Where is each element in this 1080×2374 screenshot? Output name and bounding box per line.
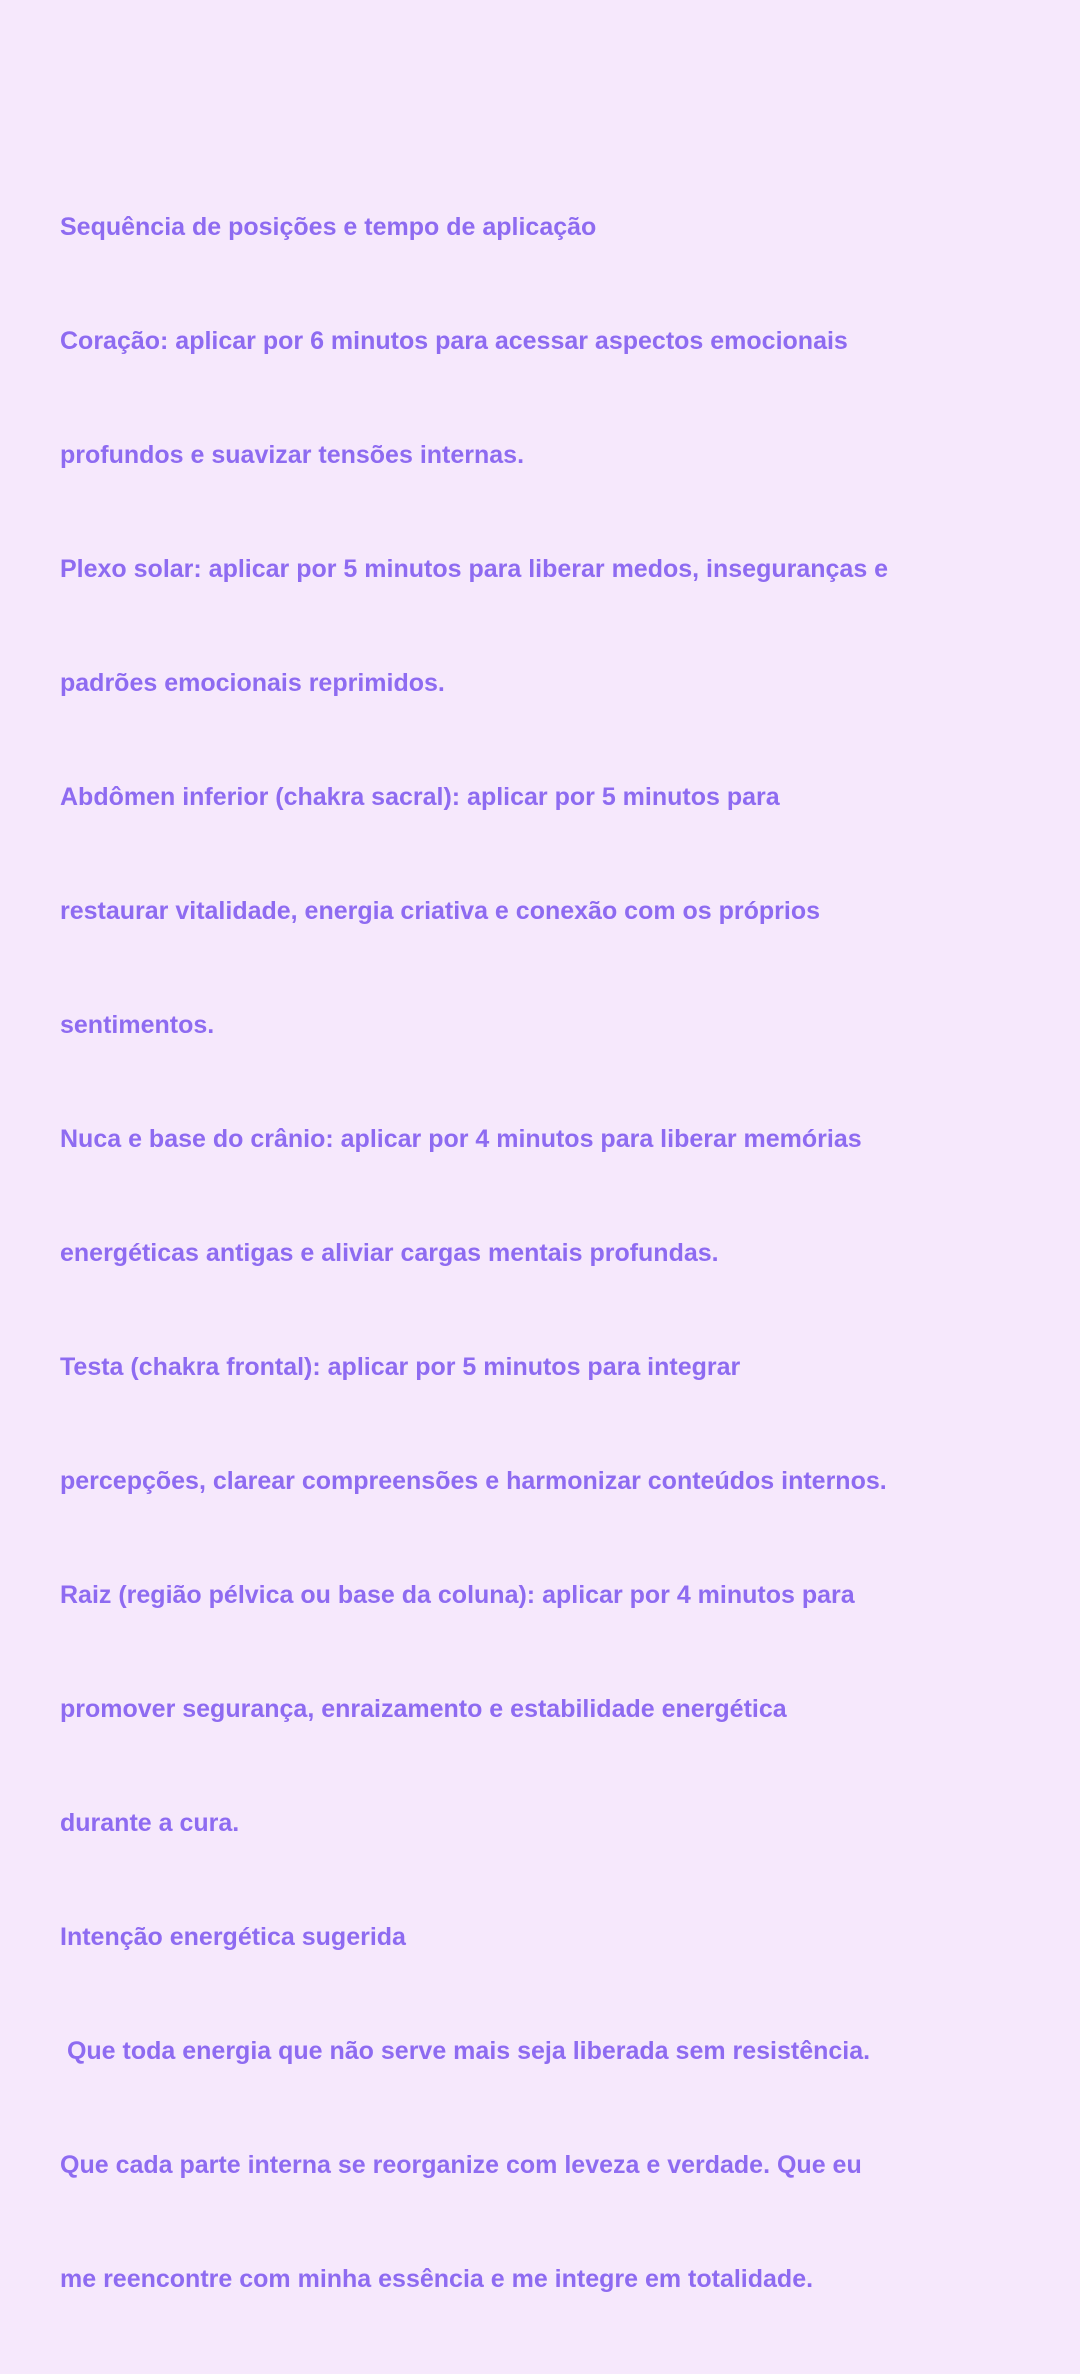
text-line: energéticas antigas e aliviar cargas mentais profundas. (60, 1239, 719, 1267)
text-line: sentimentos. (60, 1011, 215, 1039)
section-title-sequence: Sequência de posições e tempo de aplicação (60, 213, 597, 241)
text-line: Que cada parte interna se reorganize com leveza e verdade. Que eu (60, 2151, 862, 2179)
text-line: profundos e suavizar tensões internas. (60, 441, 525, 469)
text-line: restaurar vitalidade, energia criativa e conexão com os próprios (60, 897, 821, 925)
text-line: promover segurança, enraizamento e estabilidade energética (60, 1695, 787, 1723)
text-line: Que toda energia que não serve mais seja liberada sem resistência. (60, 2037, 871, 2065)
text-line: Nuca e base do crânio: aplicar por 4 minutos para liberar memórias (60, 1125, 862, 1153)
text-line: Testa (chakra frontal): aplicar por 5 minutos para integrar (60, 1353, 741, 1381)
text-line: durante a cura. (60, 1809, 240, 1837)
text-line: me reencontre com minha essência e me integre em totalidade. (60, 2265, 814, 2293)
section-title-intention: Intenção energética sugerida (60, 1923, 406, 1951)
text-line: Raiz (região pélvica ou base da coluna): aplicar por 4 minutos para (60, 1581, 855, 1609)
text-line: Coração: aplicar por 6 minutos para acessar aspectos emocionais (60, 327, 848, 355)
text-line: Plexo solar: aplicar por 5 minutos para liberar medos, inseguranças e (60, 555, 889, 583)
text-line: padrões emocionais reprimidos. (60, 669, 445, 697)
text-line: Abdômen inferior (chakra sacral): aplicar por 5 minutos para (60, 783, 780, 811)
document-content (60, 132, 1020, 2374)
text-line: percepções, clarear compreensões e harmonizar conteúdos internos. (60, 1467, 887, 1495)
